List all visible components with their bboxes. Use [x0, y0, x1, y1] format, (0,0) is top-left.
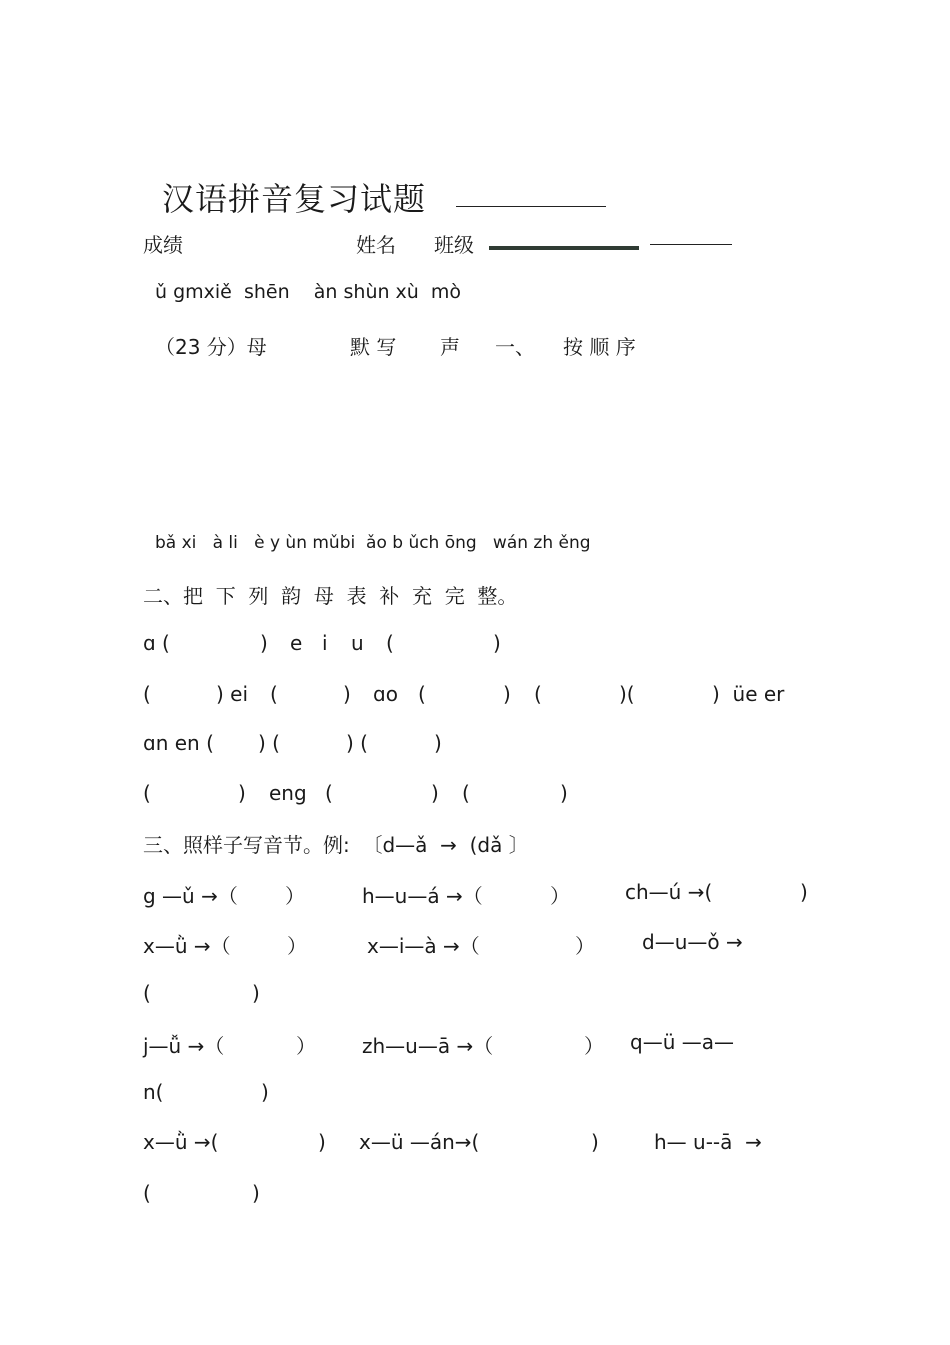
row-item: h— u--ā → — [654, 1130, 762, 1154]
row-item: ) — [591, 1130, 599, 1154]
row-item: ( — [270, 682, 278, 706]
row-item: ） — [296, 1034, 316, 1058]
section1-pinyin: ǔ gmxiě shēn àn shùn xù mò — [155, 281, 462, 303]
row-item: ) — [343, 682, 351, 706]
row-item: ( — [143, 981, 151, 1005]
class-fill-line[interactable] — [489, 246, 639, 250]
row-item: ) ( — [346, 731, 368, 755]
row-item: ch—ú →( — [625, 880, 713, 904]
row-item: ) üe er — [712, 682, 785, 706]
name-label: 姓名 — [356, 233, 396, 257]
row-item: ） — [287, 934, 307, 958]
row-item: ( — [143, 781, 151, 805]
row-item: ) — [318, 1130, 326, 1154]
row-item: x—i—à →（ — [367, 934, 480, 958]
row-item: x—ǜ →( — [143, 1130, 219, 1154]
class-label: 班级 — [434, 233, 474, 257]
row-item: ( — [462, 781, 470, 805]
row-item: x—ǜ →（ — [143, 934, 231, 958]
row-item: ) ( — [258, 731, 280, 755]
section2-pinyin: bǎ xi à li è y ùn mǔbi ǎo b ǔch ōng wán zh ěng — [155, 533, 591, 553]
row-item: d—u—ǒ → — [642, 930, 743, 954]
row-item: ) — [252, 981, 260, 1005]
section1-heading-part: 按 顺 序 — [563, 335, 636, 359]
row-item: j—ǚ →（ — [143, 1034, 225, 1058]
row-item: ） — [285, 884, 305, 908]
row-item: ( — [534, 682, 542, 706]
row-item: ) ei — [216, 682, 249, 706]
row-item: ) — [238, 781, 246, 805]
row-item: ɑ ( — [143, 631, 170, 655]
row-item: ） — [584, 1034, 604, 1058]
row-item: e — [290, 631, 303, 655]
section1-heading-part: 一、 — [495, 335, 535, 359]
row-item: i — [322, 631, 328, 655]
row-item: ( — [143, 1181, 151, 1205]
section1-heading-part: 声 — [440, 335, 460, 359]
title-underline — [456, 206, 606, 207]
row-item: ( — [143, 682, 151, 706]
row-item: n( — [143, 1080, 164, 1104]
row-item: ) — [503, 682, 511, 706]
row-item: ɑn en ( — [143, 731, 214, 755]
name-fill-line[interactable] — [650, 244, 732, 245]
row-item: ɑo — [373, 682, 398, 706]
section2-heading: 二、把 下 列 韵 母 表 补 充 完 整。 — [143, 584, 518, 608]
row-item: )( — [619, 682, 635, 706]
row-item: ) — [493, 631, 501, 655]
row-item: ) — [434, 731, 442, 755]
row-item: ( — [386, 631, 394, 655]
row-item: ) — [800, 880, 808, 904]
row-item: h—u—á →（ — [362, 884, 483, 908]
row-item: q—ü —a— — [630, 1030, 734, 1054]
score-label: 成绩 — [143, 233, 183, 257]
row-item: eng — [269, 781, 307, 805]
row-item: ( — [325, 781, 333, 805]
row-item: u — [351, 631, 364, 655]
row-item: ) — [560, 781, 568, 805]
page-title: 汉语拼音复习试题 — [162, 180, 427, 218]
row-item: ( — [418, 682, 426, 706]
row-item: x—ü —án→( — [359, 1130, 480, 1154]
section1-heading-part: （23 分）母 — [155, 335, 267, 359]
row-item: ) — [260, 631, 268, 655]
row-item: zh—u—ā →（ — [362, 1034, 494, 1058]
row-item: ) — [431, 781, 439, 805]
row-item: ) — [261, 1080, 269, 1104]
section1-heading-part: 默 写 — [350, 335, 397, 359]
section3-heading: 三、照样子写音节。例: 〔d—ǎ → (dǎ 〕 — [143, 833, 529, 857]
row-item: ） — [550, 884, 570, 908]
row-item: g —ǔ →（ — [143, 884, 238, 908]
row-item: ） — [575, 934, 595, 958]
row-item: ) — [252, 1181, 260, 1205]
